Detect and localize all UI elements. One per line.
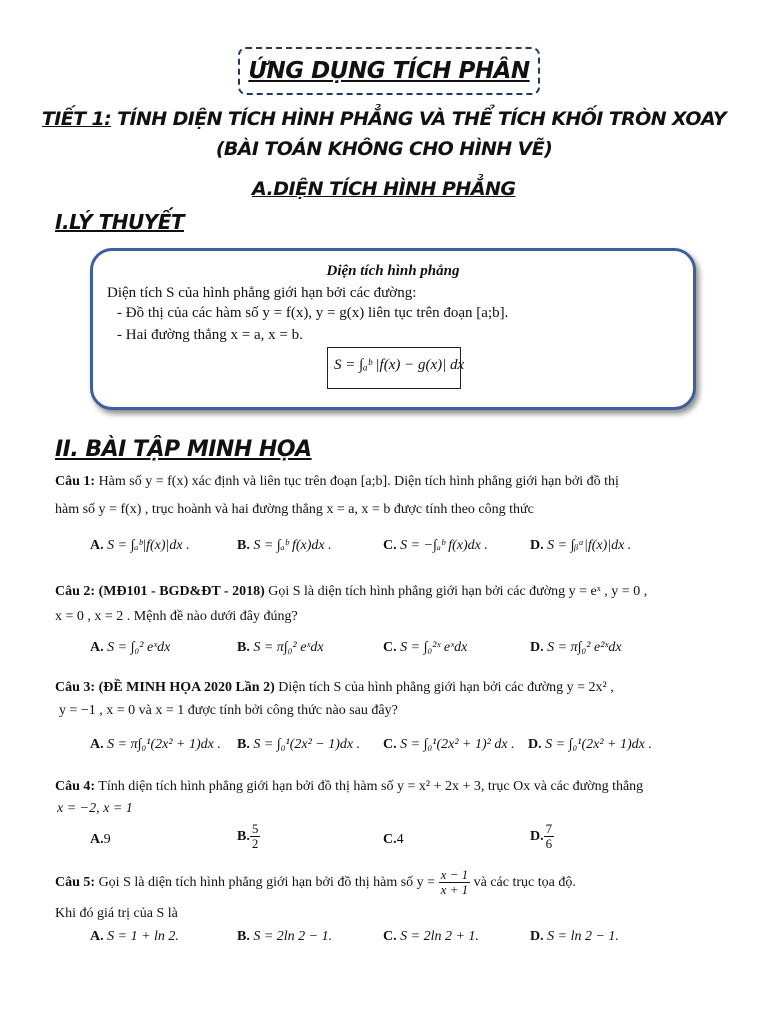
- option-text: S = 2ln 2 + 1.: [400, 929, 479, 944]
- theory-line-1: Diện tích S của hình phẳng giới hạn bởi các đường:: [107, 285, 417, 301]
- option-text: S = 2ln 2 − 1.: [253, 929, 333, 944]
- question-2-option-c[interactable]: [383, 640, 467, 656]
- option-label: D.: [528, 737, 542, 752]
- fraction: [544, 822, 555, 852]
- question-3-option-c[interactable]: [383, 737, 515, 753]
- lesson-title: [0, 108, 768, 130]
- option-label: C.: [383, 538, 397, 553]
- theory-line-2: - Đồ thị của các hàm số y = f(x), y = g(x) liên tục trên đoạn [a;b].: [117, 305, 509, 321]
- question-1-option-a[interactable]: [90, 538, 190, 554]
- question-5-line-2: Khi đó giá trị của S là: [55, 906, 178, 921]
- title-box: [238, 47, 540, 95]
- option-text: S = −∫ₐᵇ f(x)dx .: [400, 538, 488, 553]
- question-1-label: Câu 1:: [55, 474, 96, 489]
- option-text: S = ∫₀¹(2x² − 1)dx .: [253, 737, 361, 752]
- question-5-option-c[interactable]: [383, 929, 479, 945]
- option-text: S = π∫₀¹(2x² + 1)dx .: [107, 737, 221, 752]
- option-label: B.: [237, 929, 250, 944]
- question-1-option-d[interactable]: [530, 538, 631, 554]
- option-label: B.: [237, 640, 250, 655]
- option-label: A.: [90, 640, 104, 655]
- question-2-option-b[interactable]: [237, 640, 324, 656]
- fraction-numerator: x − 1: [440, 867, 469, 882]
- question-3-label: Câu 3:: [55, 680, 96, 695]
- question-1-option-b[interactable]: [237, 538, 332, 554]
- question-5-fraction: [439, 868, 471, 898]
- question-4-option-a[interactable]: [90, 832, 111, 848]
- question-3-option-d[interactable]: [528, 737, 652, 753]
- lesson-prefix: TIẾT 1:: [41, 108, 112, 130]
- option-text: S = ∫₀² eˣdx: [107, 640, 171, 655]
- section-a-heading: A.DIỆN TÍCH HÌNH PHẲNG: [252, 178, 516, 200]
- option-label: A.: [90, 538, 104, 553]
- question-3-option-b[interactable]: [237, 737, 360, 753]
- question-1-line-2: hàm số y = f(x) , trục hoành và hai đường thẳng x = a, x = b được tính theo công thức: [55, 502, 534, 517]
- option-text: S = ∫ₐᵇ f(x)dx .: [253, 538, 332, 553]
- lesson-subtitle: (BÀI TOÁN KHÔNG CHO HÌNH VẼ): [215, 138, 553, 160]
- option-label: B.: [237, 737, 250, 752]
- question-4-text-1: Tính diện tích hình phẳng giới hạn bởi đồ thị hàm số y = x² + 2x + 3, trục Ox và các đường thẳng: [95, 779, 644, 794]
- page-title: ỨNG DỤNG TÍCH PHÂN: [248, 58, 530, 84]
- option-label: B.: [237, 829, 250, 845]
- option-label: D.: [530, 929, 544, 944]
- option-text: S = ln 2 − 1.: [547, 929, 619, 944]
- option-label: C.: [383, 640, 397, 655]
- exercises-heading: II. BÀI TẬP MINH HỌA: [55, 437, 312, 462]
- option-label: D.: [530, 538, 544, 553]
- option-label: D.: [530, 829, 544, 845]
- option-text: S = 1 + ln 2.: [107, 929, 179, 944]
- question-1-option-c[interactable]: [383, 538, 488, 554]
- question-4-label: Câu 4:: [55, 779, 96, 794]
- option-text: S = ∫ᵦᵃ|f(x)|dx .: [547, 538, 632, 553]
- question-3-text-1: Diện tích S của hình phẳng giới hạn bởi các đường y = 2x² ,: [274, 680, 614, 695]
- option-text: 9: [103, 832, 111, 847]
- theory-line-3: - Hai đường thẳng x = a, x = b.: [117, 327, 303, 343]
- lesson-title-text: TÍNH DIỆN TÍCH HÌNH PHẲNG VÀ THỂ TÍCH KHỐI TRÒN XOAY: [111, 108, 727, 130]
- option-text: 4: [396, 832, 404, 847]
- option-text: S = ∫ₐᵇ|f(x)|dx .: [107, 538, 190, 553]
- question-3-line-2: y = −1 , x = 0 và x = 1 được tính bởi công thức nào sau đây?: [59, 703, 398, 718]
- fraction-denominator: x + 1: [440, 882, 469, 898]
- question-2-text-1: Gọi S là diện tích hình phẳng giới hạn bởi các đường y = eˣ , y = 0 ,: [264, 584, 648, 599]
- question-4-line-2: x = −2, x = 1: [57, 801, 133, 816]
- option-label: D.: [530, 640, 544, 655]
- question-4-option-b[interactable]: [237, 822, 260, 852]
- fraction: [250, 822, 261, 852]
- question-4-line-1: [55, 779, 643, 795]
- question-2-line-1: [55, 584, 647, 600]
- question-4-option-d[interactable]: [530, 822, 554, 852]
- question-5-text-1b: và các trục tọa độ.: [470, 875, 576, 891]
- option-text: S = ∫₀²ˣ eˣdx: [400, 640, 468, 655]
- option-text: S = π∫₀² eˣdx: [253, 640, 324, 655]
- fraction-denominator: 2: [251, 836, 259, 852]
- theory-box: [90, 248, 696, 410]
- option-text: S = π∫₀² e²ˣdx: [547, 640, 622, 655]
- option-label: A.: [90, 737, 104, 752]
- option-label: C.: [383, 832, 397, 847]
- question-5-option-b[interactable]: [237, 929, 332, 945]
- question-2-label: Câu 2:: [55, 584, 96, 599]
- question-2-source: (MĐ101 - BGD&ĐT - 2018): [95, 584, 265, 599]
- question-4-option-c[interactable]: [383, 832, 404, 848]
- section-theory-heading: I.LÝ THUYẾT: [55, 210, 185, 234]
- option-label: A.: [90, 832, 104, 847]
- theory-title: Diện tích hình phẳng: [326, 263, 460, 279]
- option-text: S = ∫₀¹(2x² + 1)dx .: [545, 737, 652, 752]
- question-3-option-a[interactable]: [90, 737, 221, 753]
- fraction-numerator: 7: [545, 821, 553, 836]
- question-5-option-a[interactable]: [90, 929, 179, 945]
- option-label: B.: [237, 538, 250, 553]
- fraction-numerator: 5: [251, 821, 259, 836]
- option-label: A.: [90, 929, 104, 944]
- question-5-label: Câu 5:: [55, 875, 96, 891]
- question-5-line-1: [55, 868, 576, 898]
- question-1-text-1: Hàm số y = f(x) xác định và liên tục trên đoạn [a;b]. Diện tích hình phẳng giới hạn bởi đồ thị: [95, 474, 619, 489]
- formula-box: [327, 347, 465, 389]
- fraction-denominator: 6: [545, 836, 553, 852]
- area-formula: S = ∫ₐᵇ |f(x) − g(x)| dx: [334, 357, 465, 373]
- question-1-line-1: [55, 474, 619, 490]
- option-label: C.: [383, 929, 397, 944]
- question-5-option-d[interactable]: [530, 929, 619, 945]
- question-3-source: (ĐỀ MINH HỌA 2020 Lần 2): [95, 680, 275, 695]
- option-label: C.: [383, 737, 397, 752]
- question-5-text-1a: Gọi S là diện tích hình phẳng giới hạn bởi đồ thị hàm số y =: [95, 875, 439, 891]
- question-2-option-a[interactable]: [90, 640, 170, 656]
- question-2-option-d[interactable]: [530, 640, 622, 656]
- question-3-line-1: [55, 680, 614, 696]
- option-text: S = ∫₀¹(2x² + 1)² dx .: [400, 737, 515, 752]
- question-2-line-2: x = 0 , x = 2 . Mệnh đề nào dưới đây đúng?: [55, 609, 298, 624]
